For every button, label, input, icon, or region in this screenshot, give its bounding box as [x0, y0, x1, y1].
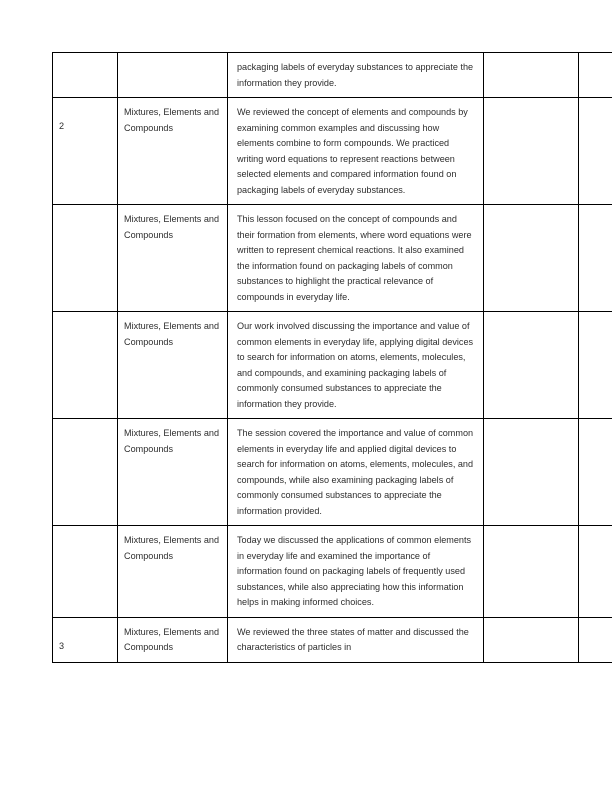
cell-lesson-number — [53, 53, 118, 98]
table-row — [53, 98, 612, 205]
cell-blank-a[interactable] — [484, 526, 579, 618]
cell-description: This lesson focused on the concept of compounds and their formation from elements, where word equations were written to represent chemical reactions. It also examined the information found on packaging labels of common substances to highlight the practical relevance of compounds in everyday life. — [228, 205, 484, 312]
cell-blank-b[interactable] — [579, 312, 612, 419]
cell-blank-b[interactable] — [579, 617, 612, 662]
table-body — [53, 53, 612, 663]
cell-blank-a[interactable] — [484, 53, 579, 98]
cell-topic — [118, 53, 228, 98]
cell-topic: Mixtures, Elements and Compounds — [118, 98, 228, 205]
lesson-number-value: 2 — [59, 121, 65, 131]
cell-lesson-number — [53, 98, 118, 205]
cell-blank-b[interactable] — [579, 205, 612, 312]
lesson-number-value — [59, 319, 111, 333]
cell-blank-b[interactable] — [579, 526, 612, 618]
cell-description: Our work involved discussing the importance and value of common elements in everyday life, applying digital devices to search for information on atoms, elements, molecules, and compounds, and examining packaging labels of commonly consumed substances to appreciate the information they provide. — [228, 312, 484, 419]
cell-blank-b[interactable] — [579, 53, 612, 98]
table-row — [53, 419, 612, 526]
lesson-number-value — [59, 426, 111, 440]
lesson-number-value — [59, 212, 111, 226]
cell-blank-a[interactable] — [484, 98, 579, 205]
table-row — [53, 526, 612, 618]
cell-topic: Mixtures, Elements and Compounds — [118, 205, 228, 312]
cell-description: We reviewed the three states of matter and discussed the characteristics of particles in — [228, 617, 484, 662]
cell-lesson-number — [53, 419, 118, 526]
cell-blank-b[interactable] — [579, 98, 612, 205]
cell-topic: Mixtures, Elements and Compounds — [118, 312, 228, 419]
cell-topic: Mixtures, Elements and Compounds — [118, 526, 228, 618]
cell-description: Today we discussed the applications of common elements in everyday life and examined the importance of information found on packaging labels of frequently used substances, while also appreciating how this information helps in making informed choices. — [228, 526, 484, 618]
cell-topic: Mixtures, Elements and Compounds — [118, 419, 228, 526]
cell-lesson-number — [53, 312, 118, 419]
cell-description: We reviewed the concept of elements and compounds by examining common examples and discussing how elements combine to form compounds. We practiced writing word equations to represent reactions between selected elements and compared information found on packaging labels of everyday substances. — [228, 98, 484, 205]
cell-lesson-number — [53, 617, 118, 662]
cell-description: packaging labels of everyday substances to appreciate the information they provide. — [228, 53, 484, 98]
cell-topic: Mixtures, Elements and Compounds — [118, 617, 228, 662]
cell-blank-a[interactable] — [484, 312, 579, 419]
cell-blank-a[interactable] — [484, 419, 579, 526]
cell-blank-a[interactable] — [484, 205, 579, 312]
cell-description: The session covered the importance and value of common elements in everyday life and applied digital devices to search for information on atoms, elements, molecules, and compounds, while also examining packaging labels of commonly consumed substances to appreciate the information provided. — [228, 419, 484, 526]
table-row — [53, 312, 612, 419]
lesson-number-value — [59, 60, 111, 74]
cell-blank-b[interactable] — [579, 419, 612, 526]
table-row — [53, 205, 612, 312]
table-row — [53, 53, 612, 98]
lesson-number-value: 3 — [59, 640, 65, 651]
cell-lesson-number — [53, 526, 118, 618]
cell-blank-a[interactable] — [484, 617, 579, 662]
cell-lesson-number — [53, 205, 118, 312]
lesson-number-value — [59, 533, 111, 547]
lesson-record-table — [52, 52, 612, 663]
table-row — [53, 617, 612, 662]
